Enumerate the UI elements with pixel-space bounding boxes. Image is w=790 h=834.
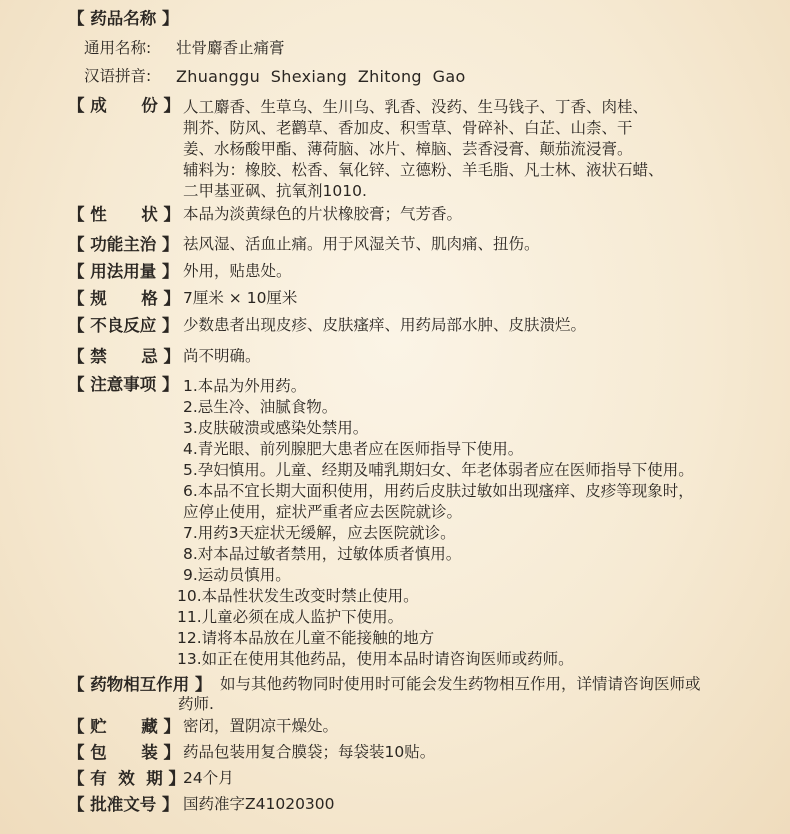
approval-label: 【 批准文号 】	[68, 795, 179, 814]
spec-value: 7厘米 × 10厘米	[183, 289, 298, 307]
adverse-label: 【 不良反应 】	[68, 316, 179, 335]
ingredients-line: 人工麝香、生草乌、生川乌、乳香、没药、生马钱子、丁香、肉桂、	[183, 98, 649, 116]
note-item: 6.本品不宜长期大面积使用，用药后皮肤过敏如出现瘙痒、皮疹等现象时，	[183, 482, 694, 500]
adverse-value: 少数患者出现皮疹、皮肤瘙痒、用药局部水肿、皮肤溃烂。	[183, 316, 587, 334]
package-value: 药品包装用复合膜袋；每袋装10贴。	[183, 743, 436, 761]
note-item: 13.如正在使用其他药品，使用本品时请咨询医师或药师。	[177, 650, 574, 668]
spec-label: 【 规 格 】	[68, 289, 180, 308]
property-label: 【 性 状 】	[68, 205, 180, 224]
storage-label: 【 贮 藏 】	[68, 717, 180, 736]
ingredients-line: 荆芥、防风、老鹳草、香加皮、积雪草、骨碎补、白芷、山柰、干	[183, 119, 633, 137]
contraindication-label: 【 禁 忌 】	[68, 347, 180, 366]
note-item: 9.运动员慎用。	[183, 566, 291, 584]
indication-value: 祛风湿、活血止痛。用于风湿关节、肌肉痛、扭伤。	[183, 235, 540, 253]
ingredients-line: 姜、水杨酸甲酯、薄荷脑、冰片、樟脑、芸香浸膏、颠茄流浸膏。	[183, 140, 633, 158]
validity-value: 24个月	[183, 769, 234, 787]
drug-name-header: 【 药品名称 】	[68, 9, 179, 28]
note-item-continued: 应停止使用，症状严重者应去医院就诊。	[183, 503, 463, 521]
usage-label: 【 用法用量 】	[68, 262, 179, 281]
note-item: 8.对本品过敏者禁用，过敏体质者慎用。	[183, 545, 462, 563]
note-item: 7.用药3天症状无缓解，应去医院就诊。	[183, 524, 456, 542]
interaction-value-line1: 如与其他药物同时使用时可能会发生药物相互作用，详情请咨询医师或	[220, 675, 701, 693]
excipients-line: 二甲基亚砜、抗氧剂1010.	[183, 182, 367, 200]
note-item: 1.本品为外用药。	[183, 377, 307, 395]
pinyin-label: 汉语拼音:	[84, 67, 152, 85]
ingredients-label: 【 成 份 】	[68, 96, 180, 115]
indication-label: 【 功能主治 】	[68, 235, 179, 254]
note-item: 4.青光眼、前列腺肥大患者应在医师指导下使用。	[183, 440, 524, 458]
property-value: 本品为淡黄绿色的片状橡胶膏；气芳香。	[183, 205, 463, 223]
generic-name-label: 通用名称:	[84, 39, 152, 57]
storage-value: 密闭，置阴凉干燥处。	[183, 717, 339, 735]
package-label: 【 包 装 】	[68, 743, 180, 762]
note-item: 11.儿童必须在成人监护下使用。	[177, 608, 404, 626]
note-item: 5.孕妇慎用。儿童、经期及哺乳期妇女、年老体弱者应在医师指导下使用。	[183, 461, 694, 479]
note-item: 10.本品性状发生改变时禁止使用。	[177, 587, 419, 605]
validity-label: 【 有 效 期 】	[68, 769, 185, 788]
contraindication-value: 尚不明确。	[183, 347, 261, 365]
usage-value: 外用，贴患处。	[183, 262, 292, 280]
interaction-value-line2: 药师.	[178, 695, 214, 713]
note-item: 12.请将本品放在儿童不能接触的地方	[177, 629, 435, 647]
note-item: 2.忌生冷、油腻食物。	[183, 398, 338, 416]
excipients-line: 辅料为：橡胶、松香、氧化锌、立德粉、羊毛脂、凡士林、液状石蜡、	[183, 161, 664, 179]
generic-name-value: 壮骨麝香止痛膏	[176, 39, 285, 57]
notes-label: 【 注意事项 】	[68, 375, 179, 394]
note-item: 3.皮肤破溃或感染处禁用。	[183, 419, 369, 437]
approval-value: 国药准字Z41020300	[183, 795, 335, 813]
interaction-label: 【 药物相互作用 】	[68, 675, 212, 694]
pinyin-value: Zhuanggu Shexiang Zhitong Gao	[176, 67, 466, 86]
